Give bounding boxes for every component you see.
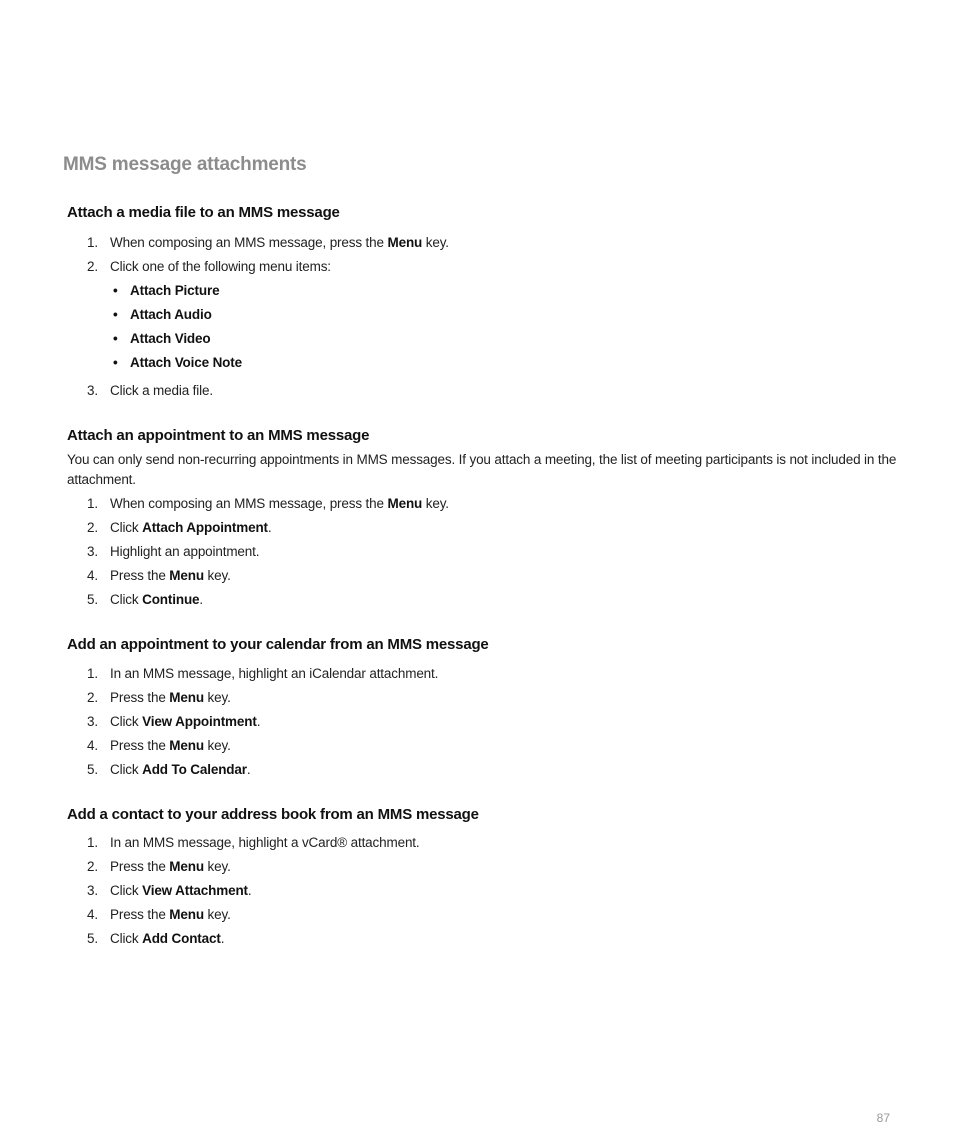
step-number: 2.: [87, 690, 98, 705]
step-text: Click: [110, 762, 143, 777]
step-text-suffix: .: [267, 520, 272, 535]
command-label: View Attachment: [142, 883, 248, 898]
step-text-suffix: .: [199, 592, 204, 607]
step-text-suffix: key.: [203, 568, 231, 583]
section-add-contact-to-address-book: [67, 805, 897, 951]
step-item: [67, 516, 897, 540]
step-text: In an MMS message, highlight a vCard® attachment.: [110, 835, 420, 850]
step-text-suffix: .: [246, 762, 251, 777]
step-item: [67, 231, 897, 255]
step-number: 1.: [87, 496, 98, 511]
bullet-list-container: [67, 279, 897, 375]
step-text: Click: [110, 931, 143, 946]
menu-key-label: Menu: [169, 907, 204, 922]
step-number: 2.: [87, 859, 98, 874]
section-heading: Add a contact to your address book from an MMS message: [67, 806, 479, 823]
step-number: 2.: [87, 520, 98, 535]
step-text: Click one of the following menu items:: [110, 259, 331, 274]
step-number: 5.: [87, 762, 98, 777]
step-item: [67, 662, 897, 686]
step-text: Press the: [110, 907, 170, 922]
command-label: Attach Appointment: [142, 520, 268, 535]
step-item: [67, 758, 897, 782]
step-text-suffix: key.: [203, 690, 231, 705]
menu-key-label: Menu: [169, 568, 204, 583]
section-heading: Attach an appointment to an MMS message: [67, 427, 370, 444]
command-label: Add Contact: [142, 931, 221, 946]
step-text: Press the: [110, 568, 170, 583]
bullet-item-attach-picture: [67, 279, 897, 303]
step-number: 3.: [87, 383, 98, 398]
step-text-suffix: .: [220, 931, 225, 946]
bullet-text: Attach Picture: [130, 283, 220, 298]
step-number: 4.: [87, 738, 98, 753]
step-text-suffix: key.: [422, 235, 449, 250]
step-text-suffix: key.: [422, 496, 449, 511]
bullet-text: Attach Video: [130, 331, 211, 346]
section-attach-media-file: [67, 203, 897, 403]
step-text-suffix: .: [256, 714, 261, 729]
page-title: MMS message attachments: [63, 154, 307, 175]
step-item: [67, 379, 897, 403]
step-number: 5.: [87, 592, 98, 607]
step-number: 3.: [87, 714, 98, 729]
step-text-suffix: .: [247, 883, 252, 898]
page-number: 87: [876, 1111, 890, 1125]
command-label: View Appointment: [142, 714, 257, 729]
bullet-text: Attach Voice Note: [130, 355, 242, 370]
menu-key-label: Menu: [387, 235, 423, 250]
section-intro: You can only send non-recurring appointments in MMS messages. If you attach a meeting, the list of meeting participants is not included in the attachment.: [67, 452, 897, 487]
bullet-dot-icon: •: [113, 283, 118, 298]
step-text: Highlight an appointment.: [110, 544, 260, 559]
step-number: 4.: [87, 568, 98, 583]
step-text-suffix: key.: [203, 907, 231, 922]
bullet-text: Attach Audio: [130, 307, 212, 322]
step-text: Click: [110, 883, 143, 898]
step-number: 5.: [87, 931, 98, 946]
step-item: [67, 710, 897, 734]
step-number: 3.: [87, 883, 98, 898]
step-item: [67, 540, 897, 564]
section-heading: Attach a media file to an MMS message: [67, 204, 340, 221]
bullet-item-attach-audio: [67, 303, 897, 327]
step-text: Click: [110, 592, 143, 607]
step-text: In an MMS message, highlight an iCalendar attachment.: [110, 666, 439, 681]
menu-key-label: Menu: [387, 496, 423, 511]
bullet-item-attach-voice-note: [67, 351, 897, 375]
step-text: Press the: [110, 690, 170, 705]
step-item: [67, 255, 897, 279]
steps-list: [67, 831, 897, 951]
step-item: [67, 564, 897, 588]
step-item: [67, 492, 897, 516]
step-item: [67, 686, 897, 710]
step-text: Click: [110, 520, 143, 535]
step-text: When composing an MMS message, press the: [110, 235, 388, 250]
bullet-dot-icon: •: [113, 355, 118, 370]
step-number: 2.: [87, 259, 98, 274]
step-text: Click a media file.: [110, 383, 213, 398]
command-label: Add To Calendar: [142, 762, 247, 777]
bullet-dot-icon: •: [113, 307, 118, 322]
step-item: [67, 927, 897, 951]
menu-key-label: Menu: [169, 859, 204, 874]
steps-list: [67, 492, 897, 612]
command-label: Continue: [142, 592, 200, 607]
step-item: [67, 879, 897, 903]
step-item: [67, 734, 897, 758]
step-number: 1.: [87, 835, 98, 850]
step-text: Press the: [110, 859, 170, 874]
step-item: [67, 831, 897, 855]
step-text: Press the: [110, 738, 170, 753]
step-text-suffix: key.: [203, 859, 231, 874]
steps-list: [67, 231, 897, 403]
step-number: 1.: [87, 666, 98, 681]
section-heading: Add an appointment to your calendar from an MMS message: [67, 636, 489, 653]
step-number: 4.: [87, 907, 98, 922]
step-item: [67, 588, 897, 612]
step-item: [67, 903, 897, 927]
bullet-item-attach-video: [67, 327, 897, 351]
step-text: Click: [110, 714, 143, 729]
bullet-dot-icon: •: [113, 331, 118, 346]
step-text: When composing an MMS message, press the: [110, 496, 388, 511]
step-text-suffix: key.: [203, 738, 231, 753]
section-attach-appointment: [67, 426, 897, 612]
menu-items-bullet-list: [67, 279, 897, 375]
step-number: 1.: [87, 235, 98, 250]
step-item: [67, 855, 897, 879]
steps-list: [67, 662, 897, 782]
menu-key-label: Menu: [169, 738, 204, 753]
step-number: 3.: [87, 544, 98, 559]
menu-key-label: Menu: [169, 690, 204, 705]
section-add-appointment-to-calendar: [67, 635, 897, 782]
